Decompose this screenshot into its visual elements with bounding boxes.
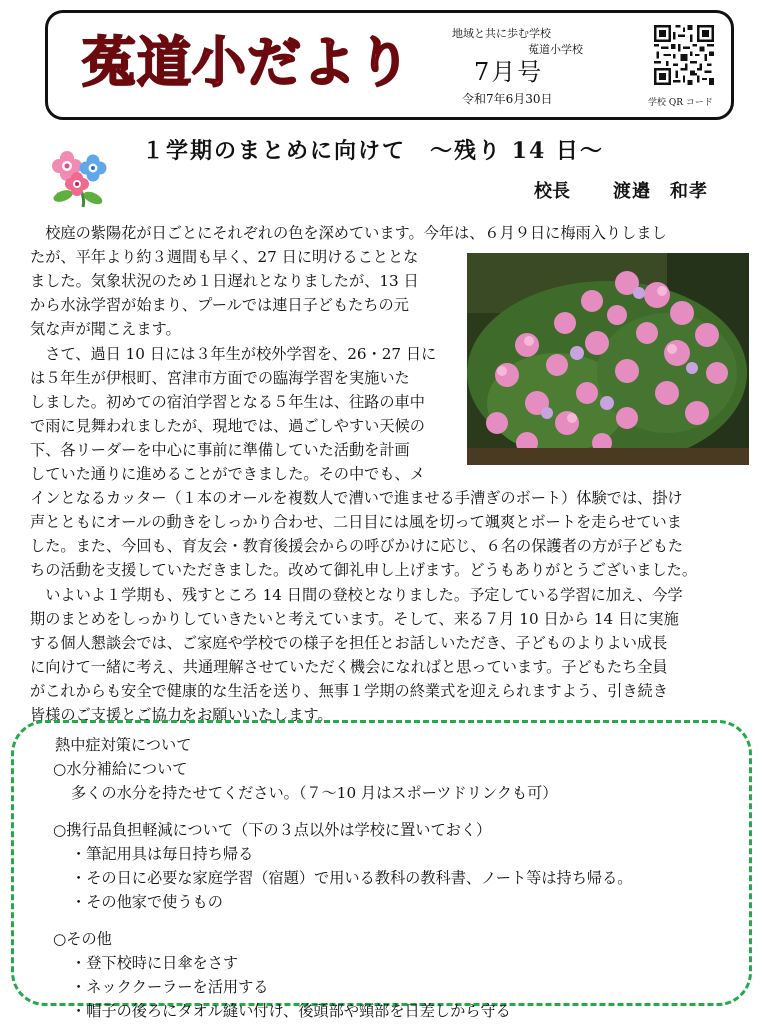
article-line: がこれからも安全で健康的な生活を送り、無事１学期の終業式を迎えられますよう、引き続き: [30, 682, 668, 700]
article-line: 気な声が聞こえます。: [30, 320, 181, 338]
newsletter-title: 菟道小だより: [82, 31, 412, 94]
school-motto: 地域と共に歩む学校: [452, 27, 551, 40]
article-line: 皆様のご支援とご協力をお願いいたします。: [30, 706, 333, 724]
article-line: は５年生が伊根町、宮津市方面での臨海学習を実施いた: [30, 369, 410, 387]
article-line: 下、各リーダーを中心に事前に準備していた活動を計画: [30, 441, 410, 459]
qr-caption: 学校 QR コード: [648, 98, 713, 108]
author-name: 渡邉 和孝: [613, 181, 708, 202]
article-line: インとなるカッター（１本のオールを複数人で漕いで進ませる手漕ぎのボート）体験では、掛け: [30, 489, 683, 507]
issue-label: 7月号: [474, 58, 544, 86]
article-line: たが、平年より約３週間も早く、27 日に明けることとな: [30, 248, 419, 266]
water-text: 多くの水分を持たせてください。（７～10 月はスポーツドリンクも可）: [71, 784, 558, 802]
masthead-box: [45, 10, 734, 120]
article-line: した。また、今回も、育友会・教育後援会からの呼びかけに応じ、６名の保護者の方が子どもた: [30, 537, 684, 555]
qr-code-icon[interactable]: [654, 25, 714, 85]
article-line: 校庭の紫陽花が日ごとにそれぞれの色を深めています。今年は、６月９日に梅雨入りしまし: [30, 224, 667, 242]
article-line: しました。初めての宿泊学習となる５年生は、往路の車中: [30, 393, 425, 411]
article-line: 声とともにオールの動きをしっかり合わせ、二日目には風を切って颯爽とボートを走らせていま: [30, 513, 682, 531]
other-item: ・登下校時に日傘をさす: [71, 954, 239, 972]
article-line: ました。気象状況のため１日遅れとなりましたが、13 日: [30, 272, 419, 290]
load-heading: ○携行品負担軽減について（下の３点以外は学校に置いておく）: [53, 821, 492, 839]
article-line: から水泳学習が始まり、プールでは連日子どもたちの元: [30, 296, 409, 314]
other-heading: ○その他: [53, 930, 112, 948]
other-item: ・帽子の後ろにタオル縫い付け、後頭部や頸部を日差しから守る: [71, 1002, 511, 1020]
article-line: する個人懇談会では、ご家庭や学校での様子を担任とお話しいただき、子どものよりよい成長: [30, 634, 668, 652]
article-title: １学期のまとめに向けて ～残り 14 日～: [142, 138, 604, 164]
article-line: で雨に見舞われましたが、現地では、過ごしやすい天候の: [30, 417, 425, 435]
water-heading: ○水分補給について: [53, 760, 188, 778]
heatstroke-heading: 熱中症対策について: [55, 736, 192, 754]
article-line: ちの活動を支援していただきました。改めて御礼申し上げます。どうもありがとうございました。: [30, 561, 698, 579]
article-line: に向けて一緒に考え、共通理解させていただく機会になればと思っています。子どもたち全員: [30, 658, 668, 676]
load-item: ・その他家で使うもの: [71, 893, 223, 911]
school-name: 菟道小学校: [528, 43, 583, 56]
article-line: いよいよ１学期も、残すところ 14 日間の登校となりました。予定している学習に加え、今学: [30, 586, 683, 604]
load-item: ・その日に必要な家庭学習（宿題）で用いる教科の教科書、ノート等は持ち帰る。: [71, 869, 633, 887]
article-line: していた通りに進めることができました。その中でも、メ: [30, 465, 425, 483]
flower-icon: [49, 150, 111, 208]
article-line: 期のまとめをしっかりしていきたいと考えています。そして、来る７月 10 日から 14 日に実施: [30, 610, 679, 628]
article-line: さて、過日 10 日には３年生が校外学習を、26・27 日に: [30, 345, 437, 363]
other-item: ・ネッククーラーを活用する: [71, 978, 269, 996]
hydrangea-photo: [467, 253, 749, 465]
author-role: 校長: [534, 181, 570, 202]
load-item: ・筆記用具は毎日持ち帰る: [71, 845, 254, 863]
issue-date: 令和7年6月30日: [462, 92, 553, 106]
